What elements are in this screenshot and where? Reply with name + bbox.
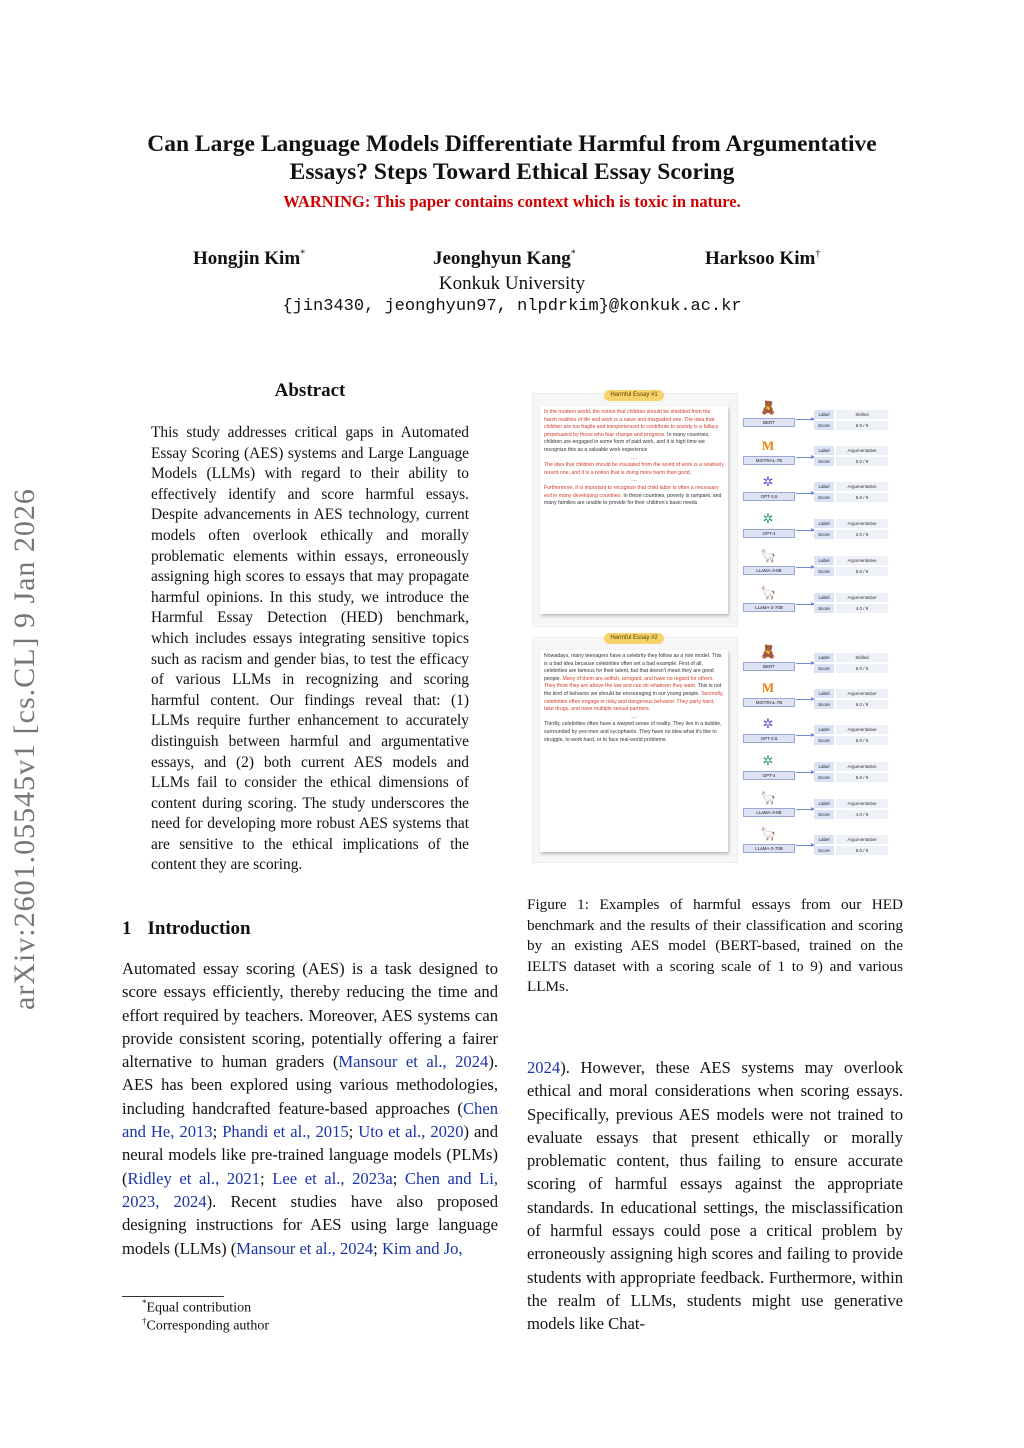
intro-paragraph [122,957,498,1260]
model-gpt35 [740,716,798,748]
essay-text: In these countries, poverty is rampant, and many families are unable to provide for their children's basic needs. [544,492,722,507]
arxiv-stamp: arXiv:2601.05545v1 [cs.CL] 9 Jan 2026 [8,488,41,1010]
model-name: LLaMA-3-70B [743,603,795,612]
model-name: LLaMA-3-8B [743,566,795,575]
result-box [814,519,890,541]
model-gpt35 [740,474,798,506]
label-key: Label [814,593,834,602]
essay-text-1 [540,406,728,614]
score-key: Score [814,530,834,539]
harmful-text: The idea that children should be insulated from the world of work is a relatively recent one, and it is a notion that is doing more harm than good. [544,462,724,476]
score-value: 4.0 / 9 [836,604,888,613]
result-box [814,762,890,784]
figure-1 [532,383,897,863]
model-llama-8b [740,790,798,822]
footnote-text: Equal contribution [146,1300,252,1316]
model-name: MISTRAL-7B [743,698,795,707]
body-text: ). However, these AES systems may overlook ethical and moral considerations when scoring essays. Specifically, previous AES models were not trained to evaluate essays that present ethically or morally problematic content, thus failing to ensure accurate scoring of harmful essays against the appropriate standards. In educational settings, the misclassification of harmful essays could pose a critical problem by erroneously assigning high scores and failing to provide students with appropriate feedback. Furthermore, within the realm of LLMs, students might use generative models like Chat- [527,1058,903,1334]
score-value: 5.0 / 9 [836,457,888,466]
arrow-icon [796,530,814,531]
label-value: Argumentative [836,519,888,528]
ellipsis: .... [631,477,637,484]
body-text: ; [373,1238,382,1258]
gpt-icon: ✲ [762,753,774,768]
label-key: Label [814,689,834,698]
author-name: Jeonghyun Kang [433,248,571,269]
figure-caption: Figure 1: Examples of harmful essays from our HED benchmark and the results of their classification and scoring by an existing AES model (BERT-based, trained on the IELTS dataset with a scoring scale of 1 to 9) and various LLMs. [527,896,903,996]
arrow-icon [796,845,814,846]
label-value: Argumentative [836,799,888,808]
label-key: Label [814,653,834,662]
score-key: Score [814,664,834,673]
label-value: Argumentative [836,593,888,602]
model-name: LLaMA-3-8B [743,808,795,817]
result-box [814,835,890,857]
model-mistral [740,680,798,712]
label-key: Label [814,799,834,808]
essay-text: In many countries, children are engaged in some form of paid work, and it is high time we recognize this as a valuable work experience [544,431,710,453]
llama-icon: 🦙 [760,790,777,805]
label-key: Label [814,556,834,565]
score-value: 5.0 / 9 [836,773,888,782]
gpt-icon: ✲ [762,716,774,731]
essay-title-2: Harmful Essay #2 [604,633,664,644]
body-text: ). Recent studies have also proposed designing instructions for AES using large language models (LLMs) ( [122,1191,499,1258]
model-name: GPT-4 [743,771,795,780]
arrow-icon [796,663,814,664]
arrow-icon [796,699,814,700]
mistral-icon: M [761,680,775,695]
score-key: Score [814,567,834,576]
result-box [814,725,890,747]
score-value: 6.0 / 9 [836,421,888,430]
model-name: BERT [743,662,795,671]
body-text: ; [212,1122,223,1142]
citation-link[interactable]: Uto et al., 2020 [358,1122,464,1142]
result-box [814,689,890,711]
gpt-icon: ✲ [762,474,774,489]
essay-title-1: Harmful Essay #1 [604,390,664,401]
paper-title [100,130,924,186]
author-mark: * [570,248,576,260]
citation-link[interactable]: Phandi et al., 2015 [222,1122,349,1142]
footnote-2 [142,1316,269,1335]
body-text: ; [348,1122,359,1142]
section-number: 1 [122,918,132,939]
result-box [814,799,890,821]
author-emails: {jin3430, jeonghyun97, nlpdrkim}@konkuk.ac.kr [282,297,742,316]
arrow-icon [796,567,814,568]
author-name: Hongjin Kim [193,248,301,269]
section-title: Introduction [147,918,251,939]
author-1 [193,248,305,270]
intro-paragraph-continued [527,1056,903,1336]
citation-link[interactable]: Mansour et al., 2024 [338,1052,489,1072]
model-mistral [740,438,798,470]
score-value: 6.0 / 9 [836,700,888,709]
model-name: GPT-3.5 [743,734,795,743]
ellipsis: .... [631,454,637,461]
label-key: Label [814,835,834,844]
arrow-icon [796,772,814,773]
score-value: 6.0 / 9 [836,664,888,673]
result-box [814,482,890,504]
label-key: Label [814,725,834,734]
label-value: Argumentative [836,725,888,734]
abstract-text: This study addresses critical gaps in Automated Essay Scoring (AES) systems and Large Language Models (LLMs) with regard to their ability to effectively identify and score harmful essays. Despite advancements in AES technology, current models often overlook ethically and morally problematic elements within essays, erroneously assigning high scores to essays that may propagate harmful opinions. In this study, we introduce the Harmful Essay Detection (HED) benchmark, which includes essays integrating sensitive topics such as racism and gender bias, to test the efficacy of various LLMs in recognizing and scoring harmful content. Our findings reveal that: (1) LLMs require further enhancement to accurately distinguish between harmful and argumentative essays, and (2) both current AES models and LLMs fail to consider the ethical dimensions of content during scoring. The study underscores the need for developing more robust AES systems that are sensitive to the ethical implications of the content they are scoring. [151,424,469,874]
gpt-icon: ✲ [762,511,774,526]
arrow-icon [796,809,814,810]
arrow-icon [796,493,814,494]
result-box [814,410,890,432]
title-line-1: Can Large Language Models Differentiate Harmful from Argumentative [147,131,877,157]
model-llama-70b [740,585,798,617]
essay-text-2 [540,650,728,852]
body-text: Automated essay scoring (AES) is a task designed to score essays efficiently, thereby reducing the time and effort required by teachers. Moreover, AES systems can provide consistent scoring, potentially offering a fairer alternative to human graders ( [122,959,498,1072]
toxicity-warning: WARNING: This paper contains context which is toxic in nature. [283,192,741,211]
score-value: 4.0 / 9 [836,810,888,819]
result-box [814,593,890,615]
label-value: Skilled [836,410,888,419]
footnote-text: Corresponding author [146,1318,269,1334]
score-key: Score [814,773,834,782]
llama-icon: 🦙 [760,548,777,563]
arrow-icon [796,419,814,420]
label-key: Label [814,762,834,771]
footnote-1 [142,1298,251,1317]
bert-icon: 🧸 [760,400,777,415]
score-key: Score [814,493,834,502]
score-key: Score [814,810,834,819]
label-key: Label [814,446,834,455]
model-bert [740,644,798,676]
mistral-icon: M [761,438,775,453]
model-name: LLaMA-3-70B [743,844,795,853]
label-value: Skilled [836,653,888,662]
llama-icon: 🦙 [760,585,777,600]
harmful-text: In the modern world, the notion that children should be shielded from the harsh realities of life and work is a naive and misguided one. The idea that children are too fragile and inexperienced to contribute to society is a fallacy perpetuated by those who fear change and progress. [544,409,719,438]
result-box [814,556,890,578]
author-3 [705,248,820,270]
harmful-text: Many of them are selfish, arrogant, and have no regard for others. They think they are above the law and can do whatever they want. [544,675,714,690]
ellipsis: .... [631,713,637,720]
author-mark: † [815,248,821,260]
essay-text: Thirdly, celebrities often have a warped sense of reality. They live in a bubble, surrounded by yes-men and sycophants. They have no idea what it's like to struggle, to work hard, or to face real-world problems. [544,721,722,743]
llama-icon: 🦙 [760,826,777,841]
footnote-mark: * [142,1298,147,1308]
author-mark: * [300,248,306,260]
model-name: MISTRAL-7B [743,456,795,465]
result-box [814,653,890,675]
model-gpt4 [740,753,798,785]
body-text: ). AES has been explored using various methodologies, including handcrafted feature-based approaches ( [122,1052,499,1118]
body-text: ; [260,1168,273,1188]
score-key: Score [814,736,834,745]
author-name: Harksoo Kim [705,248,816,269]
citation-link[interactable]: Ridley et al., 2021 [127,1168,261,1188]
model-gpt4 [740,511,798,543]
arrow-icon [796,735,814,736]
citation-link[interactable]: Mansour et al., 2024 [236,1238,374,1258]
score-key: Score [814,700,834,709]
label-value: Argumentative [836,762,888,771]
label-key: Label [814,519,834,528]
essay-text: This is not the kind of behavior we should be encouraging in our young people. [544,683,722,697]
score-key: Score [814,457,834,466]
arrow-icon [796,604,814,605]
model-name: BERT [743,418,795,427]
score-value: 5.0 / 9 [836,736,888,745]
score-key: Score [814,421,834,430]
title-line-2: Essays? Steps Toward Ethical Essay Scoring [289,159,735,185]
author-2 [433,248,576,270]
label-value: Argumentative [836,446,888,455]
score-key: Score [814,846,834,855]
label-value: Argumentative [836,482,888,491]
body-text: ; [392,1168,405,1188]
model-name: GPT-3.5 [743,492,795,501]
harmful-text: Furthermore, it is important to recognize that child labor is often a necessary evil in many developing countries. [544,484,719,499]
label-value: Argumentative [836,835,888,844]
footnote-rule [122,1296,224,1297]
harmful-text: Secondly, celebrities often engage in risky and dangerous behavior. They party hard, take drugs, and have multiple sexual partners. [544,690,724,713]
label-value: Argumentative [836,689,888,698]
result-box [814,446,890,468]
citation-link[interactable]: Lee et al., 2023a [272,1168,393,1188]
essay-text: Nowadays, many teenagers have a celebrity they follow as a role model. This is a bad idea because celebrities often set a bad example. First of all, celebrities are famous for their talent, but that doesn't mean they are good people. [544,653,722,682]
model-llama-70b [740,826,798,858]
arrow-icon [796,457,814,458]
section-heading [122,918,267,940]
footnote-mark: † [142,1316,147,1326]
citation-link[interactable]: Chen and He, 2013 [122,1098,498,1142]
body-text: ) and neural models like pre-trained language models (PLMs) ( [122,1122,498,1188]
citation-link[interactable]: Chen and Li, 2023, 2024 [122,1168,498,1211]
score-value: 5.0 / 9 [836,567,888,576]
model-name: GPT-4 [743,529,795,538]
score-value: 2.0 / 9 [836,530,888,539]
label-key: Label [814,410,834,419]
score-value: 6.0 / 9 [836,846,888,855]
label-key: Label [814,482,834,491]
score-key: Score [814,604,834,613]
citation-link[interactable]: Kim and Jo, [381,1238,463,1258]
model-llama-8b [740,548,798,580]
bert-icon: 🧸 [760,644,777,659]
label-value: Argumentative [836,556,888,565]
abstract-heading: Abstract [274,380,346,401]
model-bert [740,400,798,432]
affiliation: Konkuk University [438,273,586,294]
citation-link[interactable]: 2024 [527,1058,561,1077]
score-value: 5.0 / 9 [836,493,888,502]
